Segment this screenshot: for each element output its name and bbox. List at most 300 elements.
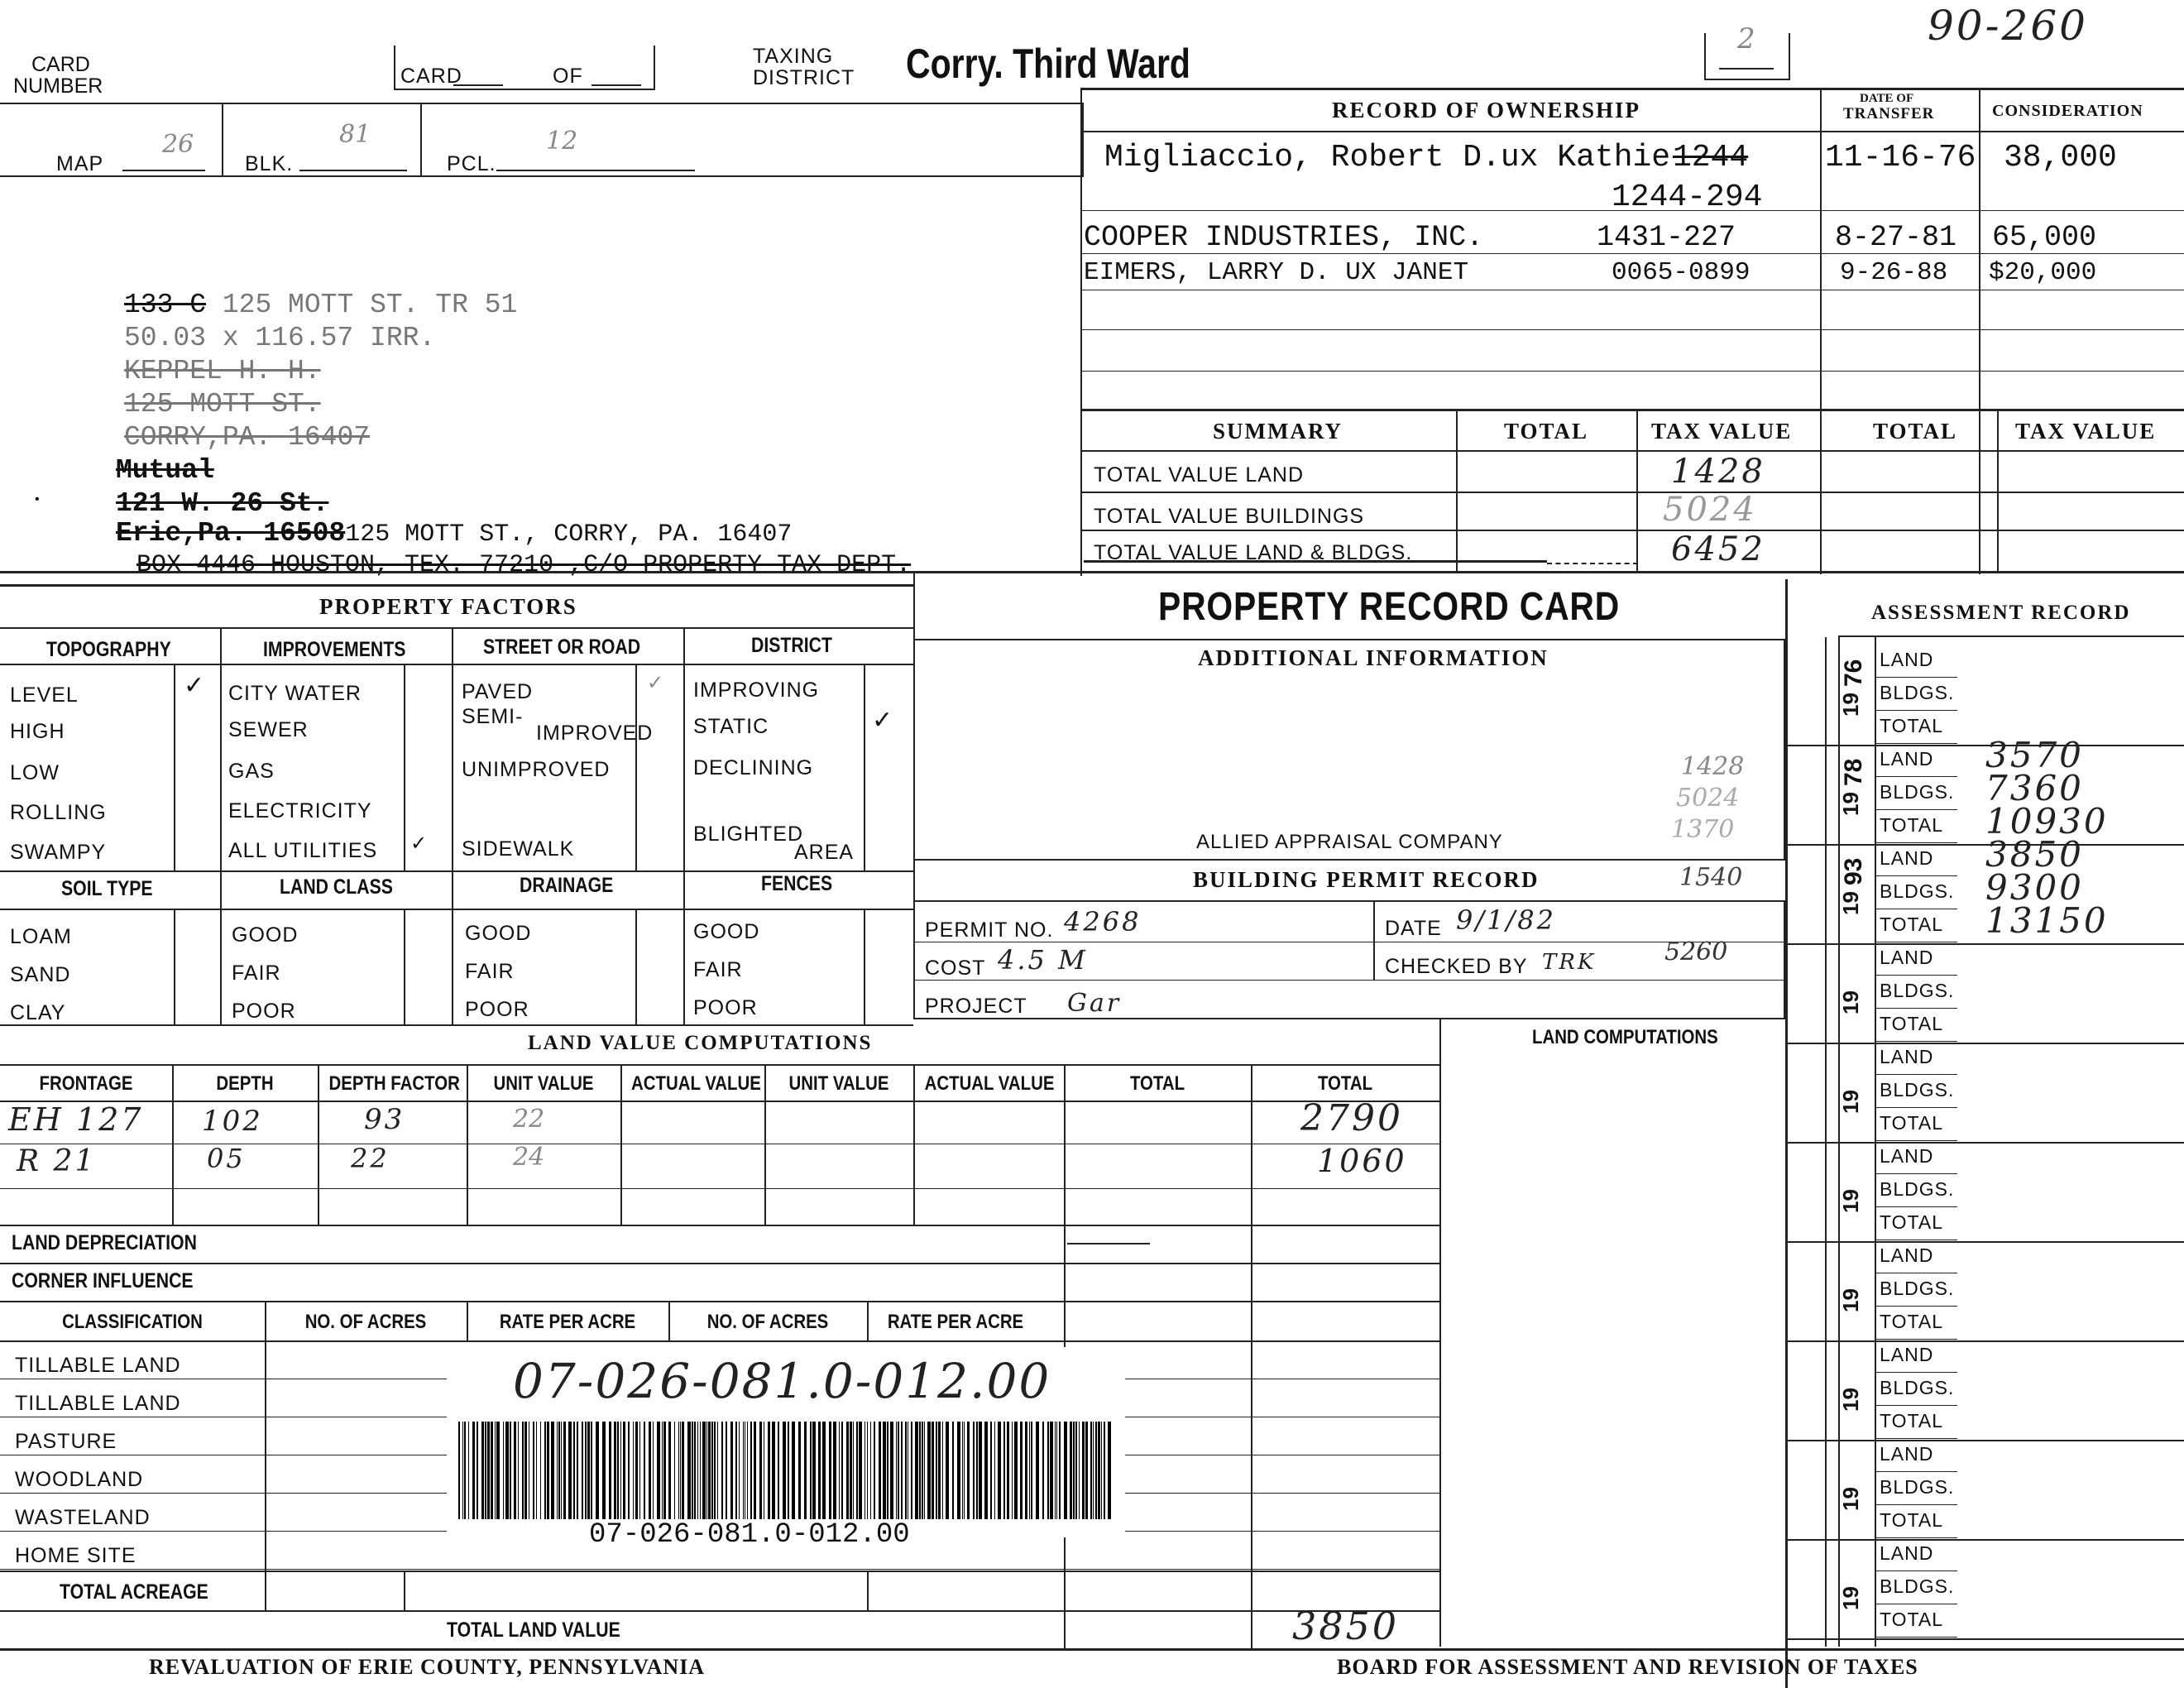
topo-high: HIGH	[10, 720, 65, 743]
barcode-bar	[510, 1422, 511, 1519]
assessment-row-divider	[1785, 1142, 2184, 1144]
barcode-bar	[717, 1422, 718, 1519]
street-unimproved: UNIMPROVED	[462, 758, 611, 781]
barcode-bar	[772, 1422, 775, 1519]
barcode-bar	[890, 1422, 893, 1519]
land-class-good: GOOD	[232, 923, 299, 947]
acreage-col-0: CLASSIFICATION	[62, 1311, 203, 1333]
barcode-bar	[859, 1422, 862, 1519]
barcode-bar	[792, 1422, 795, 1519]
land-value-col-7: TOTAL	[1129, 1072, 1185, 1095]
barcode-icon	[455, 1422, 1117, 1521]
barcode-bar	[536, 1422, 537, 1519]
barcode-bar	[721, 1422, 723, 1519]
barcode-bar	[841, 1422, 843, 1519]
address-line-8-new: 125 MOTT ST., CORRY, PA. 16407	[345, 520, 793, 549]
barcode-bar	[577, 1422, 578, 1519]
assessment-land-label: LAND	[1880, 947, 1934, 968]
date-label: DATE	[1385, 917, 1442, 940]
improvements-heading: IMPROVEMENTS	[263, 638, 406, 661]
assessment-year-prefix: 19	[1838, 693, 1863, 717]
acre-col-divider	[404, 1571, 405, 1610]
topo-swampy: SWAMPY	[10, 841, 107, 864]
address-line-1-old: 133 C	[124, 290, 207, 320]
barcode-bar	[957, 1422, 960, 1519]
barcode-bar	[639, 1422, 640, 1519]
barcode-bar	[481, 1422, 484, 1519]
barcode-bar	[1090, 1422, 1092, 1519]
assessment-year-prefix: 19	[1838, 1487, 1863, 1511]
barcode-bar	[568, 1422, 572, 1519]
barcode-bar	[898, 1422, 899, 1519]
assessment-bldgs-label: BLDGS.	[1880, 1377, 1955, 1398]
barcode-bar	[694, 1422, 696, 1519]
barcode-bar	[582, 1422, 583, 1519]
improve-electricity: ELECTRICITY	[228, 799, 372, 822]
land-class-poor: POOR	[232, 1000, 296, 1023]
assessment-year-prefix: 19	[1838, 1388, 1863, 1412]
barcode-bar	[680, 1422, 681, 1519]
acre-col-divider	[467, 1301, 468, 1340]
assessment-land-label: LAND	[1880, 1344, 1934, 1365]
assessment-row-divider	[1785, 745, 2184, 746]
topo-low: LOW	[10, 761, 60, 784]
checked-side-value: 5260	[1664, 938, 1728, 966]
lv-row-2-factor: 22	[351, 1143, 390, 1174]
blk-value: 81	[339, 120, 371, 149]
barcode-bar	[735, 1422, 737, 1519]
assessment-total-value: 10930	[1985, 801, 2109, 842]
assessment-year-prefix: 19	[1838, 1586, 1863, 1610]
topography-heading: TOPOGRAPHY	[46, 638, 171, 661]
taxing-district-value: Corry. Third Ward	[906, 41, 1190, 87]
barcode-bar	[754, 1422, 756, 1519]
barcode-bar	[822, 1422, 826, 1519]
barcode-bar	[915, 1422, 918, 1519]
additional-info-heading: ADDITIONAL INFORMATION	[1198, 645, 1549, 670]
barcode-bar	[587, 1422, 590, 1519]
barcode-bar	[1020, 1422, 1023, 1519]
assessment-line	[1875, 1041, 1957, 1042]
assessment-bldgs-label: BLDGS.	[1880, 1079, 1955, 1101]
land-value-col-5: UNIT VALUE	[788, 1072, 889, 1095]
assessment-line	[1875, 1405, 1957, 1406]
district-heading: DISTRICT	[751, 634, 832, 657]
drainage-fair: FAIR	[465, 960, 515, 983]
barcode-bar	[812, 1422, 816, 1519]
fences-good: GOOD	[693, 920, 760, 943]
assessment-line	[1875, 1438, 1957, 1439]
allied-appraisal: ALLIED APPRAISAL COMPANY	[1196, 831, 1503, 853]
barcode-bar	[609, 1422, 611, 1519]
assessment-total-label: TOTAL	[1880, 715, 1943, 736]
barcode-bar	[788, 1422, 789, 1519]
owner-row-1-date: 11-16-76	[1825, 140, 1976, 175]
address-line-6: Mutual	[116, 455, 214, 486]
barcode-bar	[967, 1422, 970, 1519]
improve-city-water: CITY WATER	[228, 682, 362, 705]
address-line-3: KEPPEL H. H.	[124, 356, 321, 386]
barcode-bar	[544, 1422, 546, 1519]
barcode-bar	[927, 1422, 931, 1519]
acre-col-divider	[668, 1301, 670, 1340]
assessment-year-prefix: 19	[1838, 1090, 1863, 1114]
barcode-bar	[714, 1422, 716, 1519]
acreage-col-1: NO. OF ACRES	[304, 1311, 427, 1333]
street-heading: STREET OR ROAD	[483, 635, 641, 659]
land-value-heading: LAND VALUE COMPUTATIONS	[528, 1032, 873, 1054]
assessment-row-divider	[1785, 1638, 2184, 1640]
assessment-total-label: TOTAL	[1880, 1112, 1943, 1134]
barcode-bar	[952, 1422, 954, 1519]
barcode-bar	[503, 1422, 504, 1519]
assessment-total-label: TOTAL	[1880, 1509, 1943, 1531]
lv-col-divider	[172, 1064, 174, 1225]
barcode-bar	[994, 1422, 995, 1519]
barcode-bar	[514, 1422, 516, 1519]
assessment-line	[1875, 1074, 1957, 1075]
barcode-bar	[697, 1422, 698, 1519]
barcode-bar	[1055, 1422, 1056, 1519]
barcode-bar	[1098, 1422, 1100, 1519]
barcode-bar	[883, 1422, 886, 1519]
barcode-bar	[864, 1422, 865, 1519]
barcode-bar	[711, 1422, 713, 1519]
barcode-bar	[726, 1422, 727, 1519]
barcode-bar	[922, 1422, 923, 1519]
address-line-5: CORRY,PA. 16407	[124, 422, 371, 453]
barcode-bar	[976, 1422, 978, 1519]
project-value: Gar	[1067, 989, 1122, 1018]
street-improved: IMPROVED	[536, 722, 654, 745]
address-line-1-text: 125 MOTT ST. TR 51	[222, 290, 518, 320]
barcode-bar	[919, 1422, 921, 1519]
assessment-total-label: TOTAL	[1880, 914, 1943, 935]
barcode-bar	[932, 1422, 934, 1519]
assessment-line	[1875, 1637, 1957, 1638]
acreage-row-line	[0, 1569, 1439, 1570]
barcode-bar	[743, 1422, 744, 1519]
assessment-row-divider	[1785, 1539, 2184, 1541]
barcode-bar	[477, 1422, 478, 1519]
summary-tax-value-label-2: TAX VALUE	[2015, 419, 2157, 444]
additional-handwritten-3: 1370	[1671, 815, 1735, 844]
barcode-bar	[1007, 1422, 1009, 1519]
assessment-year-prefix: 19	[1838, 990, 1863, 1014]
owner-row-3-amount: $20,000	[1989, 258, 2097, 287]
barcode-bar	[700, 1422, 701, 1519]
acreage-col-4: RATE PER ACRE	[887, 1311, 1024, 1333]
barcode-bar	[768, 1422, 770, 1519]
acre-col-divider	[867, 1301, 869, 1340]
owner-row-2-amount: 65,000	[1992, 221, 2097, 254]
assessment-bldgs-label: BLDGS.	[1880, 1575, 1955, 1597]
checked-by-label: CHECKED BY	[1385, 955, 1528, 978]
card-label: CARD	[400, 65, 462, 88]
assessment-line	[1875, 842, 1957, 843]
assessment-line	[1875, 710, 1957, 711]
lv-row-1-factor: 93	[364, 1103, 405, 1136]
barcode-bar	[853, 1422, 854, 1519]
barcode-bar	[833, 1422, 836, 1519]
barcode-bar	[1031, 1422, 1032, 1519]
barcode-bar	[829, 1422, 831, 1519]
assessment-line	[1875, 743, 1957, 744]
pcl-value: 12	[546, 127, 578, 156]
barcode-bar	[702, 1422, 706, 1519]
barcode-bar	[984, 1422, 988, 1519]
assessment-year-prefix: 19	[1838, 792, 1863, 816]
summary-row-total-value: 6452	[1671, 530, 1765, 568]
assessment-line	[1875, 1008, 1957, 1009]
barcode-bar	[547, 1422, 549, 1519]
assessment-bldgs-label: BLDGS.	[1880, 781, 1955, 803]
barcode-bar	[692, 1422, 693, 1519]
barcode-bar	[1104, 1422, 1105, 1519]
footer-left: REVALUATION OF ERIE COUNTY, PENNSYLVANIA	[149, 1655, 706, 1679]
barcode-bar	[1095, 1422, 1097, 1519]
drainage-heading: DRAINAGE	[520, 874, 614, 897]
additional-handwritten-1: 1428	[1681, 752, 1745, 781]
summary-heading: SUMMARY	[1213, 419, 1343, 444]
lv-row-2-depth: 05	[207, 1143, 246, 1174]
topo-rolling: ROLLING	[10, 801, 107, 824]
acreage-col-2: RATE PER ACRE	[499, 1311, 636, 1333]
barcode-bar	[850, 1422, 852, 1519]
barcode-bar	[485, 1422, 486, 1519]
project-label: PROJECT	[925, 995, 1027, 1018]
soil-clay: CLAY	[10, 1001, 66, 1024]
lv-col-divider	[913, 1064, 915, 1225]
barcode-bar	[1014, 1422, 1018, 1519]
assessment-bldgs-label: BLDGS.	[1880, 1278, 1955, 1299]
card-number-faint: 2	[1737, 22, 1755, 55]
barcode-bar	[1070, 1422, 1072, 1519]
assessment-total-value: 13150	[1985, 900, 2109, 941]
assessment-total-label: TOTAL	[1880, 1311, 1943, 1332]
summary-row-land-value: 1428	[1671, 453, 1765, 491]
assessment-row-divider	[1785, 1440, 2184, 1441]
property-factors-heading: PROPERTY FACTORS	[319, 594, 577, 619]
assessment-row-divider	[1785, 1043, 2184, 1044]
land-value-col-4: ACTUAL VALUE	[631, 1072, 761, 1095]
owner-row-3: EIMERS, LARRY D. UX JANET	[1084, 258, 1469, 287]
drainage-poor: POOR	[465, 998, 529, 1021]
barcode-bar	[973, 1422, 975, 1519]
district-static: STATIC	[693, 715, 769, 738]
assessment-line	[1875, 1306, 1957, 1307]
owner-row-3-ref: 0065-0899	[1612, 258, 1751, 287]
pcl-label: PCL.	[447, 152, 496, 175]
address-line-8	[116, 520, 792, 547]
barcode-bar	[678, 1422, 679, 1519]
fences-fair: FAIR	[693, 958, 743, 981]
total-acreage: TOTAL ACREAGE	[60, 1580, 208, 1604]
assessment-bldgs-label: BLDGS.	[1880, 1476, 1955, 1498]
summary-row-land: TOTAL VALUE LAND	[1094, 463, 1305, 487]
assessment-bldgs-label: BLDGS.	[1880, 682, 1955, 703]
corner-number: 90-260	[1928, 2, 2088, 50]
barcode-bar	[1064, 1422, 1067, 1519]
land-computations-heading: LAND COMPUTATIONS	[1532, 1026, 1718, 1048]
barcode-bar	[1047, 1422, 1049, 1519]
barcode-bar	[798, 1422, 801, 1519]
barcode-bar	[839, 1422, 840, 1519]
map-value: 26	[162, 130, 194, 159]
barcode-bar	[818, 1422, 821, 1519]
assessment-total-label: TOTAL	[1880, 1609, 1943, 1630]
barcode-bar	[551, 1422, 554, 1519]
barcode-bar	[874, 1422, 875, 1519]
assessment-line	[1875, 975, 1957, 976]
assessment-bldgs-label: BLDGS.	[1880, 880, 1955, 902]
barcode-bar	[585, 1422, 587, 1519]
barcode-bar	[1056, 1422, 1057, 1519]
barcode-bar	[938, 1422, 941, 1519]
lv-row-1-frontage: EH 127	[8, 1101, 144, 1138]
barcode-bar	[524, 1422, 527, 1519]
barcode-bar	[998, 1422, 1001, 1519]
barcode-bar	[628, 1422, 630, 1519]
summary-row-buildings-value: 5024	[1663, 491, 1757, 529]
barcode-bar	[964, 1422, 965, 1519]
improve-all-utilities: ALL UTILITIES	[228, 839, 378, 862]
barcode-bar	[1050, 1422, 1053, 1519]
barcode-bar	[472, 1422, 475, 1519]
map-label: MAP	[56, 152, 104, 175]
barcode-bar	[1101, 1422, 1102, 1519]
lv-row-2-total: 1060	[1317, 1143, 1407, 1179]
assessment-line	[1875, 1206, 1957, 1207]
barcode-bar	[911, 1422, 912, 1519]
district-blighted: BLIGHTED	[693, 822, 804, 846]
barcode-bar	[1093, 1422, 1094, 1519]
barcode-bar	[1082, 1422, 1085, 1519]
assessment-total-label: TOTAL	[1880, 1410, 1943, 1431]
address-line-8-old: Erie,Pa. 16508	[116, 518, 346, 549]
street-paved-check: ✓	[647, 672, 664, 694]
assessment-land-label: LAND	[1880, 1046, 1934, 1067]
owner-row-2: COOPER INDUSTRIES, INC.	[1084, 221, 1484, 254]
assessment-line	[1875, 1339, 1957, 1340]
barcode-bar	[887, 1422, 888, 1519]
soil-sand: SAND	[10, 963, 71, 986]
lv-col-divider	[620, 1064, 622, 1225]
barcode-bar	[617, 1422, 619, 1519]
barcode-bar	[573, 1422, 575, 1519]
assessment-line	[1875, 677, 1957, 678]
barcode-bar	[1075, 1422, 1077, 1519]
barcode-bar	[1085, 1422, 1088, 1519]
barcode-bar	[867, 1422, 868, 1519]
barcode-bar	[464, 1422, 466, 1519]
barcode-bar	[522, 1422, 524, 1519]
assessment-land-label: LAND	[1880, 1542, 1934, 1564]
barcode-bar	[614, 1422, 616, 1519]
assessment-land-value: 3850	[1985, 834, 2084, 875]
barcode-bar	[487, 1422, 490, 1519]
cost-value: 4.5 M	[998, 944, 1088, 976]
land-class-fair: FAIR	[232, 961, 281, 985]
barcode-bar	[557, 1422, 558, 1519]
owner-row-3-date: 9-26-88	[1840, 258, 1948, 287]
assessment-line	[1875, 809, 1957, 810]
total-land-value-amount: 3850	[1292, 1604, 1400, 1648]
assessment-bldgs-value: 7360	[1985, 768, 2084, 808]
assessment-land-label: LAND	[1880, 847, 1934, 869]
barcode-bar	[496, 1422, 500, 1519]
topo-level-check: ✓	[184, 672, 205, 699]
barcode-bar	[896, 1422, 897, 1519]
acreage-col-3: NO. OF ACRES	[706, 1311, 829, 1333]
street-paved: PAVED	[462, 680, 534, 703]
improve-all-utilities-check: ✓	[410, 832, 428, 855]
assessment-year-prefix: 19	[1838, 891, 1863, 915]
card-number-label: CARD	[31, 53, 90, 76]
improve-gas: GAS	[228, 760, 275, 783]
barcode-bar	[462, 1422, 463, 1519]
summary-total-label-2: TOTAL	[1873, 419, 1958, 444]
summary-tax-value-label: TAX VALUE	[1651, 419, 1793, 444]
land-value-col-6: ACTUAL VALUE	[924, 1072, 1055, 1095]
of-label: OF	[553, 65, 583, 88]
barcode-bar	[750, 1422, 752, 1519]
barcode-bar	[458, 1422, 460, 1519]
land-class-heading: LAND CLASS	[280, 875, 393, 899]
barcode-bar	[946, 1422, 949, 1519]
assessment-row-divider	[1785, 1340, 2184, 1342]
barcode-bar	[706, 1422, 707, 1519]
barcode-bar	[936, 1422, 937, 1519]
drainage-good: GOOD	[465, 922, 532, 945]
lv-row-1-total: 2790	[1300, 1097, 1403, 1139]
cost-label: COST	[925, 957, 986, 980]
assessment-bldgs-label: BLDGS.	[1880, 1178, 1955, 1200]
assessment-year: 78	[1840, 758, 1867, 786]
assessment-line	[1875, 1537, 1957, 1538]
dot-mark: •	[35, 492, 40, 506]
barcode-bar	[759, 1422, 762, 1519]
barcode-bar	[730, 1422, 733, 1519]
barcode-bar	[533, 1422, 534, 1519]
barcode-bar	[942, 1422, 943, 1519]
barcode-bar	[1059, 1422, 1061, 1519]
barcode-bar	[778, 1422, 779, 1519]
assessment-line	[1875, 1173, 1957, 1174]
address-line-1	[124, 291, 517, 319]
acreage-row: TILLABLE LAND	[15, 1392, 181, 1415]
barcode-bar	[1036, 1422, 1039, 1519]
acreage-row: WASTELAND	[15, 1506, 151, 1529]
land-value-col-8: TOTAL	[1317, 1072, 1373, 1095]
date-value: 9/1/82	[1456, 904, 1556, 936]
lv-col-divider	[467, 1064, 468, 1225]
barcode-bar	[783, 1422, 786, 1519]
assessment-total-label: TOTAL	[1880, 1013, 1943, 1034]
barcode-bar	[591, 1422, 592, 1519]
assessment-year: 76	[1840, 659, 1867, 687]
land-value-col-3: UNIT VALUE	[493, 1072, 594, 1095]
land-value-col-0: FRONTAGE	[39, 1072, 133, 1095]
barcode-bar	[1003, 1422, 1005, 1519]
acreage-row: WOODLAND	[15, 1468, 144, 1491]
barcode-bar	[662, 1422, 663, 1519]
lv-row-1-depth: 102	[202, 1105, 263, 1138]
lv-col-divider	[318, 1064, 319, 1225]
transfer-heading: TRANSFER	[1843, 105, 1935, 122]
barcode-bar	[561, 1422, 562, 1519]
assessment-line	[1875, 1140, 1957, 1141]
